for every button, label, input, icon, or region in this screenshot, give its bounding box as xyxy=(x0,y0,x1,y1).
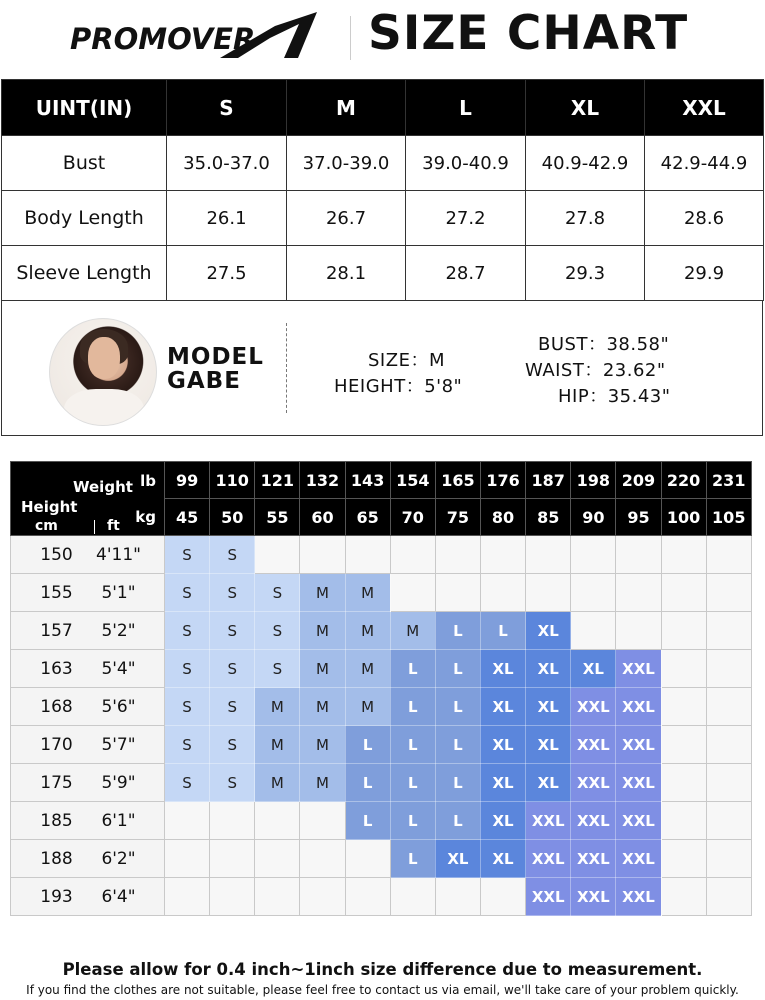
height-label: Height xyxy=(21,498,78,516)
dashed-divider xyxy=(286,323,287,413)
model-height: HEIGHT：5'8" xyxy=(334,376,463,397)
table-cell: 28.1 xyxy=(287,246,406,301)
lb-value: 143 xyxy=(345,462,390,499)
height-ft: 5'1" xyxy=(101,582,136,603)
model-info-panel xyxy=(1,300,763,436)
lb-value: 231 xyxy=(706,462,751,499)
size-cell: XL xyxy=(526,612,571,650)
size-cell: M xyxy=(300,612,345,650)
table-cell: 35.0-37.0 xyxy=(167,136,287,191)
size-cell xyxy=(706,802,751,840)
size-cell: L xyxy=(390,802,435,840)
header xyxy=(0,0,765,78)
height-cm: 185 xyxy=(40,810,73,831)
size-cell xyxy=(706,574,751,612)
size-header-m: M xyxy=(287,80,406,136)
height-ft: 4'11" xyxy=(96,544,141,565)
size-cell: M xyxy=(345,688,390,726)
unit-header: UINT(IN) xyxy=(2,80,167,136)
size-cell: XXL xyxy=(616,840,661,878)
size-cell xyxy=(571,574,616,612)
size-cell xyxy=(300,536,345,574)
size-cell: XL xyxy=(526,688,571,726)
model-name xyxy=(167,345,264,393)
height-weight-size-chart xyxy=(10,461,752,916)
size-cell: L xyxy=(480,612,525,650)
size-cell xyxy=(435,536,480,574)
size-cell: S xyxy=(165,574,210,612)
size-cell xyxy=(255,878,300,916)
size-cell xyxy=(571,536,616,574)
size-cell: S xyxy=(165,650,210,688)
size-cell: S xyxy=(210,574,255,612)
size-cell xyxy=(480,574,525,612)
size-cell xyxy=(571,612,616,650)
height-label-cell xyxy=(11,802,165,840)
size-cell: S xyxy=(210,650,255,688)
size-cell xyxy=(390,574,435,612)
height-ft: 5'6" xyxy=(101,696,136,717)
size-cell: XL xyxy=(435,840,480,878)
size-cell: S xyxy=(165,764,210,802)
size-cell xyxy=(661,536,706,574)
size-cell xyxy=(480,878,525,916)
height-label-cell xyxy=(11,840,165,878)
table-cell: 26.1 xyxy=(167,191,287,246)
size-cell: L xyxy=(435,612,480,650)
height-cm: 188 xyxy=(40,848,73,869)
size-cell: S xyxy=(210,612,255,650)
kg-value: 105 xyxy=(706,499,751,536)
row-label-body-length: Body Length xyxy=(2,191,167,246)
kg-value: 45 xyxy=(165,499,210,536)
size-cell: XXL xyxy=(616,802,661,840)
lb-value: 99 xyxy=(165,462,210,499)
lb-value: 110 xyxy=(210,462,255,499)
size-cell: XL xyxy=(526,650,571,688)
size-cell: XXL xyxy=(616,764,661,802)
size-cell: L xyxy=(435,764,480,802)
height-ft: 6'4" xyxy=(101,886,136,907)
size-cell: XXL xyxy=(616,688,661,726)
kg-value: 65 xyxy=(345,499,390,536)
lb-value: 132 xyxy=(300,462,345,499)
height-ft: 6'2" xyxy=(101,848,136,869)
weight-label: Weight xyxy=(73,478,133,496)
table-row xyxy=(11,688,752,726)
size-cell: M xyxy=(300,688,345,726)
size-cell: XL xyxy=(571,650,616,688)
size-cell xyxy=(706,840,751,878)
height-cm: 150 xyxy=(40,544,73,565)
size-cell xyxy=(661,574,706,612)
size-cell: M xyxy=(300,574,345,612)
size-cell: L xyxy=(345,726,390,764)
model-waist: WAIST：23.62" xyxy=(525,360,666,381)
size-cell: XL xyxy=(480,650,525,688)
brand-logo xyxy=(70,10,325,65)
size-cell: XL xyxy=(526,764,571,802)
size-cell: XXL xyxy=(616,726,661,764)
kg-label: kg xyxy=(135,508,156,526)
measurement-note: Please allow for 0.4 inch~1inch size difference due to measurement. xyxy=(62,960,703,979)
size-cell: M xyxy=(300,650,345,688)
size-cell xyxy=(345,878,390,916)
height-cm: 168 xyxy=(40,696,73,717)
size-cell: L xyxy=(390,764,435,802)
model-title-line2: GABE xyxy=(167,368,241,394)
table-cell: 28.7 xyxy=(406,246,526,301)
lb-value: 121 xyxy=(255,462,300,499)
size-cell: XL xyxy=(480,726,525,764)
size-cell: M xyxy=(255,688,300,726)
model-photo xyxy=(49,318,157,426)
size-cell: M xyxy=(255,726,300,764)
height-label-cell xyxy=(11,688,165,726)
height-cm: 175 xyxy=(40,772,73,793)
size-cell: L xyxy=(390,840,435,878)
size-cell xyxy=(616,536,661,574)
size-cell: S xyxy=(165,688,210,726)
table-row xyxy=(2,136,764,191)
table-cell: 42.9-44.9 xyxy=(645,136,764,191)
row-label-sleeve-length: Sleeve Length xyxy=(2,246,167,301)
lb-value: 165 xyxy=(435,462,480,499)
size-cell xyxy=(390,878,435,916)
header-divider xyxy=(350,16,351,60)
size-cell xyxy=(616,574,661,612)
size-cell: S xyxy=(210,688,255,726)
size-cell xyxy=(345,536,390,574)
height-label-cell xyxy=(11,878,165,916)
table-row xyxy=(11,574,752,612)
size-header-l: L xyxy=(406,80,526,136)
size-cell: M xyxy=(300,726,345,764)
size-cell: L xyxy=(390,650,435,688)
kg-value: 85 xyxy=(526,499,571,536)
size-cell xyxy=(526,574,571,612)
table-row xyxy=(2,246,764,301)
size-cell: L xyxy=(435,688,480,726)
size-cell: L xyxy=(345,802,390,840)
kg-value: 95 xyxy=(616,499,661,536)
size-cell: L xyxy=(435,726,480,764)
size-cell xyxy=(706,878,751,916)
lb-value: 154 xyxy=(390,462,435,499)
size-cell xyxy=(661,612,706,650)
height-ft: 6'1" xyxy=(101,810,136,831)
size-cell: XXL xyxy=(571,764,616,802)
model-hip: HIP：35.43" xyxy=(558,386,671,407)
size-cell: L xyxy=(345,764,390,802)
height-cm: 155 xyxy=(40,582,73,603)
size-cell xyxy=(706,764,751,802)
size-cell xyxy=(661,878,706,916)
table-cell: 26.7 xyxy=(287,191,406,246)
table-row xyxy=(11,840,752,878)
size-cell: L xyxy=(390,726,435,764)
size-cell xyxy=(165,802,210,840)
size-cell: L xyxy=(390,688,435,726)
size-cell: M xyxy=(390,612,435,650)
size-cell: L xyxy=(435,802,480,840)
size-cell: XXL xyxy=(616,878,661,916)
contact-note: If you find the clothes are not suitable, please feel free to contact us via email, we'll take care of your problem quickly. xyxy=(26,983,739,997)
size-cell: M xyxy=(345,612,390,650)
size-cell: S xyxy=(165,612,210,650)
size-cell xyxy=(706,536,751,574)
size-cell xyxy=(661,688,706,726)
page-title: SIZE CHART xyxy=(368,6,689,61)
height-cm: 157 xyxy=(40,620,73,641)
table-row xyxy=(11,764,752,802)
size-cell: XXL xyxy=(526,878,571,916)
size-cell xyxy=(255,802,300,840)
lb-value: 209 xyxy=(616,462,661,499)
size-cell: M xyxy=(345,574,390,612)
height-ft: 5'7" xyxy=(101,734,136,755)
size-cell xyxy=(661,726,706,764)
measurement-table xyxy=(1,79,764,301)
kg-value: 75 xyxy=(435,499,480,536)
height-cm: 163 xyxy=(40,658,73,679)
table-row xyxy=(11,612,752,650)
size-cell: XL xyxy=(480,764,525,802)
table-row xyxy=(11,802,752,840)
kg-value: 90 xyxy=(571,499,616,536)
model-bust: BUST：38.58" xyxy=(538,334,670,355)
table-row xyxy=(11,536,752,574)
lb-value: 176 xyxy=(480,462,525,499)
size-cell xyxy=(165,878,210,916)
size-cell: M xyxy=(300,764,345,802)
lb-value: 198 xyxy=(571,462,616,499)
size-cell xyxy=(480,536,525,574)
size-cell: XXL xyxy=(571,726,616,764)
size-cell xyxy=(255,840,300,878)
measurement-header-row xyxy=(2,80,764,136)
size-cell: M xyxy=(345,650,390,688)
cm-label: cm xyxy=(35,518,58,534)
size-cell: L xyxy=(435,650,480,688)
height-ft: 5'2" xyxy=(101,620,136,641)
kg-value: 80 xyxy=(480,499,525,536)
size-cell: XL xyxy=(480,688,525,726)
size-cell xyxy=(255,536,300,574)
size-cell xyxy=(706,650,751,688)
model-size: SIZE：M xyxy=(368,350,445,371)
size-cell xyxy=(616,612,661,650)
size-cell xyxy=(661,840,706,878)
size-cell xyxy=(435,574,480,612)
size-header-xxl: XXL xyxy=(645,80,764,136)
size-cell xyxy=(210,840,255,878)
size-cell xyxy=(661,764,706,802)
lb-value: 220 xyxy=(661,462,706,499)
table-cell: 27.2 xyxy=(406,191,526,246)
size-cell: S xyxy=(210,726,255,764)
kg-value: 100 xyxy=(661,499,706,536)
table-row xyxy=(11,878,752,916)
size-cell xyxy=(661,650,706,688)
height-label-cell xyxy=(11,612,165,650)
table-cell: 27.8 xyxy=(526,191,645,246)
table-cell: 29.9 xyxy=(645,246,764,301)
size-cell: XXL xyxy=(526,840,571,878)
kg-value: 50 xyxy=(210,499,255,536)
size-cell xyxy=(390,536,435,574)
height-ft: 5'4" xyxy=(101,658,136,679)
table-cell: 29.3 xyxy=(526,246,645,301)
size-cell xyxy=(526,536,571,574)
size-cell: XL xyxy=(480,840,525,878)
height-label-cell xyxy=(11,764,165,802)
size-cell: S xyxy=(165,726,210,764)
height-ft: 5'9" xyxy=(101,772,136,793)
size-cell: S xyxy=(210,764,255,802)
model-title-line1: MODEL xyxy=(167,344,264,370)
table-cell: 37.0-39.0 xyxy=(287,136,406,191)
lb-header-row xyxy=(11,462,752,499)
size-cell xyxy=(210,878,255,916)
lb-label: lb xyxy=(140,472,156,490)
kg-value: 60 xyxy=(300,499,345,536)
height-label-cell xyxy=(11,574,165,612)
kg-value: 70 xyxy=(390,499,435,536)
size-cell: XXL xyxy=(571,688,616,726)
height-label-cell xyxy=(11,536,165,574)
size-cell: XXL xyxy=(526,802,571,840)
table-cell: 40.9-42.9 xyxy=(526,136,645,191)
size-cell xyxy=(706,688,751,726)
size-cell: S xyxy=(255,612,300,650)
chart-corner-header xyxy=(11,462,165,536)
table-row xyxy=(11,650,752,688)
table-cell: 27.5 xyxy=(167,246,287,301)
size-cell: M xyxy=(255,764,300,802)
size-cell xyxy=(165,840,210,878)
size-cell: S xyxy=(165,536,210,574)
size-cell xyxy=(706,726,751,764)
table-cell: 28.6 xyxy=(645,191,764,246)
size-cell: XXL xyxy=(571,802,616,840)
size-cell xyxy=(345,840,390,878)
size-cell: XL xyxy=(480,802,525,840)
lb-value: 187 xyxy=(526,462,571,499)
height-cm: 170 xyxy=(40,734,73,755)
table-row xyxy=(11,726,752,764)
height-label-cell xyxy=(11,726,165,764)
size-cell: XXL xyxy=(571,878,616,916)
size-cell: S xyxy=(210,536,255,574)
height-label-cell xyxy=(11,650,165,688)
size-cell: XXL xyxy=(616,650,661,688)
size-header-s: S xyxy=(167,80,287,136)
size-cell xyxy=(210,802,255,840)
size-cell: S xyxy=(255,574,300,612)
height-cm: 193 xyxy=(40,886,73,907)
size-cell xyxy=(706,612,751,650)
size-cell: S xyxy=(255,650,300,688)
kg-value: 55 xyxy=(255,499,300,536)
size-cell: XXL xyxy=(571,840,616,878)
size-cell xyxy=(300,878,345,916)
ft-label: ft xyxy=(107,518,120,534)
size-cell: XL xyxy=(526,726,571,764)
size-cell xyxy=(435,878,480,916)
table-cell: 39.0-40.9 xyxy=(406,136,526,191)
size-cell xyxy=(661,802,706,840)
row-label-bust: Bust xyxy=(2,136,167,191)
size-cell xyxy=(300,802,345,840)
table-row xyxy=(2,191,764,246)
size-header-xl: XL xyxy=(526,80,645,136)
brand-name: PROMOVER xyxy=(70,22,256,56)
size-cell xyxy=(300,840,345,878)
